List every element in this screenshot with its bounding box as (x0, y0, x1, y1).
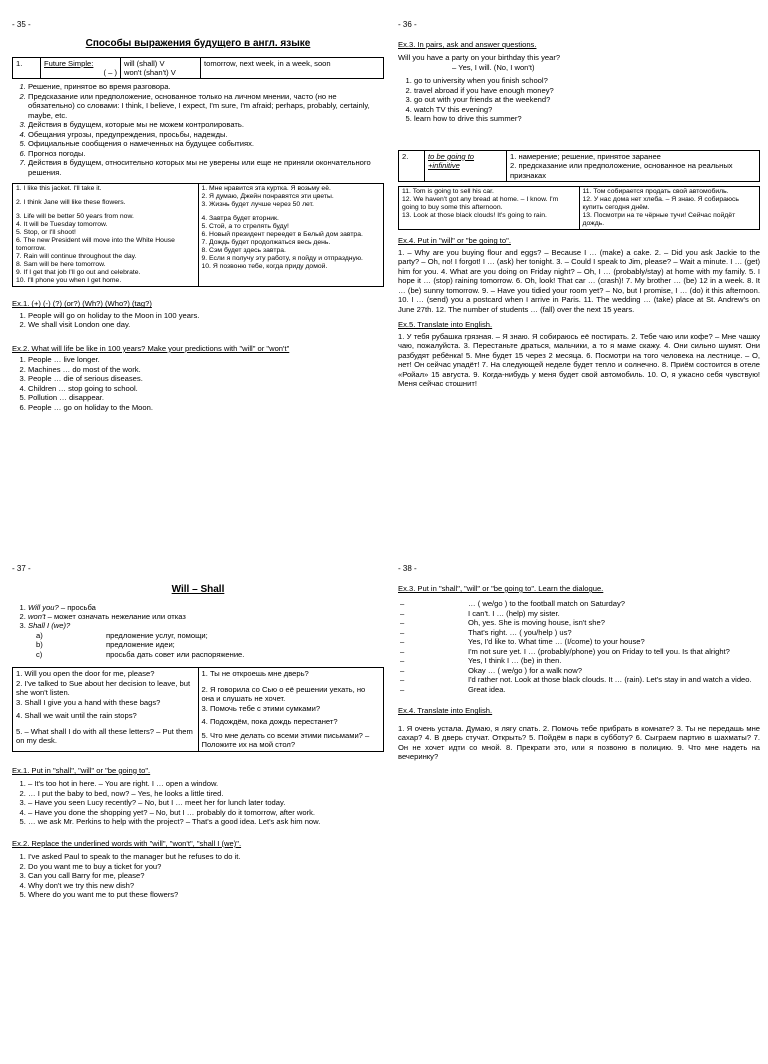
dialogue-line: Yes, I think I … (be) in then. (468, 656, 562, 666)
exercise-title: Ex.4. Put in "will" or "be going to". (398, 236, 511, 246)
examples-table (12, 667, 384, 751)
list-item: 3. Can you call Barry for me, please? (28, 871, 384, 880)
list-item: 5. Pollution … disappear. (28, 393, 384, 402)
example-line: 7. Rain will continue throughout the day. (16, 253, 137, 261)
example-line: 1. I like this jacket. I'll take it. (16, 185, 102, 193)
sub-list (12, 631, 384, 659)
list-item: 5. Официальные сообщения о намеченных на будущее событиях. (28, 139, 384, 148)
list-item: 2. travel abroad if you have enough money? (414, 86, 760, 95)
example-line: 8. Сэм будет здесь завтра. (201, 247, 286, 255)
uses-list (12, 603, 384, 631)
page-36 (398, 20, 760, 520)
exercise-text: 1. У тебя рубашка грязная. – Я знаю. Я собираюсь её постирать. 2. Тебе чаю или кофе? – Мне чашку чаю, пожалуйста. 3. Перестаньте драться, мальчики, а то я маме скажу. 4. Они сильно шумят. Они разбудят ребёнка! 5. Мне будет 15 через 2 месяца. 6. Посмотри на того человека на лестнице. – О, нет! Он сейчас упадёт! 7. На следующей неделе будет тепло и солнечно. 8. Приём состоится в отеле «Ройал» 15 августа. 9. Когда-нибудь у меня будет свой автомобиль. 10. О, я ужасно себя чувствую! Меня сейчас стошнит! (398, 331, 760, 389)
page-35 (12, 20, 384, 520)
example-line: 11. Том собирается продать свой автомобиль. (582, 188, 729, 196)
use-line: 2. предсказание или предположение, основанное на реальных признаках (510, 161, 733, 180)
going-to-table (398, 150, 760, 182)
future-simple-table (12, 57, 384, 80)
list-item: 3. Действия в будущем, которые мы не можем контролировать. (28, 120, 384, 129)
exercise-title: Ex.2. What will life be like in 100 years? Make your predictions with "will" or "won't" (12, 343, 290, 353)
term: won't (28, 611, 46, 621)
list-item: 4. watch TV this evening? (414, 105, 760, 114)
section-title: Will – Shall (171, 584, 225, 595)
sub-label: a) (36, 630, 43, 640)
list-item (28, 621, 384, 630)
list-item: 1. Решение, принятое во время разговора. (28, 82, 384, 91)
list-item: 5. … we ask Mr. Perkins to help with the project? – That's a good idea. Let's ask him now. (28, 817, 384, 826)
term-desc: – просьба (58, 602, 96, 612)
example-line: 6. The new President will move into the White House tomorrow. (16, 237, 175, 253)
page-number: - 38 - (398, 564, 417, 573)
exercise-text: 1. Я очень устала. Думаю, я лягу спать. 2. Помочь тебе прибрать в комнате? 3. Ты не передашь мне сахар? 4. В дверь стучат. Открыть? 5. Пойдём в парк в субботу? 6. Сыграем партию в шахматы? 7. Он не хочет идти со мной. 8. Прекрати это, или я позвоню в полицию. 9. Что мне надеть на вечеринку? (398, 723, 760, 762)
example-line: 7. Дождь будет продолжаться весь день. (201, 239, 331, 247)
dialogue-dash: – (400, 656, 405, 666)
list-item: 1. – It's too hot in here. – You are right. I … open a window. (28, 779, 384, 788)
sub-text: предложение идеи; (106, 640, 175, 650)
exercise-answer: – Yes, I will. (No, I won't) (452, 62, 535, 72)
example-line: 5. – What shall I do with all these letters? – Put them on my desk. (16, 726, 193, 746)
page-number: - 35 - (12, 20, 31, 29)
dialogue-line: I can't. I … (help) my sister. (468, 608, 560, 618)
table-cell-form (121, 57, 201, 79)
example-line: 3. Life will be better 50 years from now. (16, 213, 134, 221)
example-line: 2. Я думаю, Джейн понравятся эти цветы. (201, 193, 334, 201)
exercise-list (12, 355, 384, 412)
list-item: 3. go out with your friends at the weekend? (414, 95, 760, 104)
example-line: 3. Помочь тебе с этими сумками? (201, 703, 321, 713)
list-item: 1. go to university when you finish school? (414, 76, 760, 85)
dialogue-line: I'd rather not. Look at those black clouds. It … (rain). Let's stay in and watch a video. (468, 675, 752, 685)
list-item: 4. Why don't we try this new dish? (28, 881, 384, 890)
exercise-text: 1. – Why are you buying flour and eggs? – Because I … (make) a cake. 2. – Did you ask Jackie to the party? – Oh, no! I forgot! I … (ask) her tonight. 3. – Could I speak to Jim, please? – Wait a minute. I … (get) him for you. 4. What are you doing on Friday night? – Oh, I … (probably/stay) at home with my family. 5. I hope it … (stop) raining tomorrow. 6. Oh, look! That car … (crash)! 7. My brother … (be) 12 in a week. 8. It … (be) sunny tomorrow. 9. – Have you tidied your room yet? – No, but I promise, I … (do) it this afternoon. 10. I … (send) you a postcard when I arrive in Paris. 11. The wedding … (take) place at St. Andrew's on June 27th. 12. The number of students … (fall) over the next 15 years. (398, 247, 760, 314)
sub-text: предложение услуг, помощи; (106, 630, 208, 640)
example-line: 3. Жизнь будет лучше через 50 лет. (201, 201, 314, 209)
list-item: 5. Where do you want me to put these flowers? (28, 890, 384, 899)
list-item (28, 603, 384, 612)
example-line: 12. We haven't got any bread at home. – I know. I'm going to buy some this afternoon. (402, 196, 559, 212)
dialogue-line: Great idea. (468, 684, 506, 694)
example-line: 4. Shall we wait until the rain stops? (16, 711, 137, 721)
uses-list (12, 82, 384, 177)
exercise-list (12, 852, 384, 899)
exercise-title: Ex.1. (+) (-) (?) (or?) (Wh?) (Who?) (tag?) (12, 299, 152, 309)
list-item: 1. People … live longer. (28, 355, 384, 364)
dialogue-line: I'm not sure yet. I … (probably/phone) you on Friday to tell you. Is that alright? (468, 646, 730, 656)
list-item: 4. Children … stop going to school. (28, 384, 384, 393)
examples-russian (198, 668, 384, 751)
dialogue-dash: – (400, 599, 405, 609)
examples-english (399, 187, 580, 230)
example-line: 1. Мне нравится эта куртка. Я возьму её. (201, 185, 331, 193)
term: Will you? (28, 602, 59, 612)
exercise-title: Ex.3. In pairs, ask and answer questions. (398, 40, 537, 49)
exercise-title: Ex.1. Put in "shall", "will" or "be going to". (12, 765, 151, 775)
example-line: 5. Стой, а то стрелять буду! (201, 223, 289, 231)
table-cell-number: 1. (13, 57, 41, 79)
examples-english (13, 668, 199, 751)
exercise-list (12, 779, 384, 826)
example-line: 1. Ты не откроешь мне дверь? (201, 669, 309, 679)
dialogue-line: Yes, I'd like to. What time … (I/come) to your house? (468, 637, 645, 647)
term-desc: – может означать нежелание или отказ (45, 611, 186, 621)
list-item: 1. People will go on holiday to the Moon in 100 years. (28, 311, 384, 320)
page-number: - 37 - (12, 564, 31, 573)
list-item: 2. Do you want me to buy a ticket for you? (28, 862, 384, 871)
dialogue-dash: – (400, 608, 405, 618)
example-line: 9. Если я получу эту работу, я пойду и отпраздную. (201, 255, 363, 263)
examples-russian (579, 187, 760, 230)
dialogue-line: That's right. … ( you/help ) us? (468, 627, 572, 637)
list-item: 2. … I put the baby to bed, now? – Yes, he looks a little tired. (28, 789, 384, 798)
list-item: 3. – Have you seen Lucy recently? – No, but I … meet her for lunch later today. (28, 798, 384, 807)
example-line: 12. У нас дома нет хлеба. – Я знаю. Я собираюсь купить сегодня днём. (582, 196, 739, 212)
example-line: 13. Посмотри на те чёрные тучи! Сейчас пойдёт дождь. (582, 212, 736, 228)
list-item: 2. We shall visit London one day. (28, 320, 384, 329)
example-line: 9. If I get that job I'll go out and celebrate. (16, 269, 141, 277)
example-line: 4. It will be Tuesday tomorrow. (16, 221, 108, 229)
section-title: Способы выражения будущего в англ. языке (85, 38, 311, 49)
page-number: - 36 - (398, 20, 417, 29)
dialogue-dash: – (400, 637, 405, 647)
dialogue-line: Oh, yes. She is moving house, isn't she? (468, 618, 605, 628)
sub-label: b) (36, 640, 43, 650)
dialogue-dash: – (400, 675, 405, 685)
examples-english (13, 184, 199, 287)
list-item: 4. Обещания угрозы, предупреждения, просьбы, надежды. (28, 130, 384, 139)
examples-table (12, 183, 384, 287)
example-line: 6. Новый президент переедет в Белый дом завтра. (201, 231, 363, 239)
exercise-list (398, 76, 760, 123)
list-item: 6. People … go on holiday to the Moon. (28, 403, 384, 412)
tense-name: Future Simple: (44, 58, 94, 68)
negative-sign: ( – ) (103, 67, 117, 77)
example-line: 1. Will you open the door for me, please? (16, 669, 155, 679)
sub-label: c) (36, 649, 43, 659)
form-line: to be going to (428, 151, 475, 161)
example-line: 11. Tom is going to sell his car. (402, 188, 494, 196)
table-cell-form (425, 150, 507, 181)
dialogue (398, 599, 760, 694)
example-line: 13. Look at those black clouds! It's going to rain. (402, 212, 547, 220)
dialogue-dash: – (400, 684, 405, 694)
time-markers: tomorrow, next week, in a week, soon (201, 57, 384, 79)
list-item: 5. learn how to drive this summer? (414, 114, 760, 123)
list-item: 7. Действия в будущем, относительно которых мы не уверены или еще не приняли окончательного решения. (28, 158, 384, 177)
example-line: 4. Подождём, пока дождь перестанет? (201, 717, 338, 727)
examples-table (398, 186, 760, 230)
use-line: 1. намерение; решение, принятое заранее (510, 151, 661, 161)
list-item: 6. Прогноз погоды. (28, 149, 384, 158)
form-positive: will (shall) V (124, 58, 165, 68)
list-item: 2. Machines … do most of the work. (28, 365, 384, 374)
examples-russian (198, 184, 384, 287)
example-line: 10. Я позвоню тебе, когда приду домой. (201, 263, 328, 271)
exercise-title: Ex.5. Translate into English. (398, 320, 493, 330)
exercise-title: Ex.4. Translate into English. (398, 706, 493, 716)
sub-text: просьба дать совет или распоряжение. (106, 649, 245, 659)
table-cell-number: 2. (399, 150, 425, 181)
example-line: 2. I've talked to Sue about her decision to leave, but she won't listen. (16, 678, 191, 698)
example-line: 4. Завтра будет вторник. (201, 215, 279, 223)
dialogue-dash: – (400, 646, 405, 656)
exercise-question: Will you have a party on your birthday this year? (398, 53, 561, 63)
example-line: 5. Stop, or I'll shoot! (16, 229, 76, 237)
page-37 (12, 564, 384, 1064)
page-38 (398, 564, 760, 1064)
example-line: 3. Shall I give you a hand with these bags? (16, 697, 161, 707)
dialogue-dash: – (400, 618, 405, 628)
form-line: +infinitive (428, 161, 460, 171)
list-item (28, 612, 384, 621)
example-line: 8. Sam will be here tomorrow. (16, 261, 106, 269)
example-line: 10. I'll phone you when I get home. (16, 277, 122, 285)
list-item: 1. I've asked Paul to speak to the manager but he refuses to do it. (28, 852, 384, 861)
list-item: 2. Предсказание или предположение, основанное только на личном мнении, часто (но не обязательно) со словами: I think, I believe, I expect, I'm sure, I'm afraid; perhaps, probably, certainly, maybe, etc. (28, 92, 384, 120)
dialogue-line: … ( we/go ) to the football match on Saturday? (468, 599, 626, 609)
term: Shall I (we)? (28, 621, 71, 631)
exercise-list (12, 311, 384, 330)
example-line: 5. Что мне делать со всеми этими письмами? – Положите их на мой стол? (201, 730, 370, 750)
example-line: 2. I think Jane will like these flowers. (16, 199, 126, 207)
exercise-title: Ex.3. Put in "shall", "will" or "be going to". Learn the dialogue. (398, 584, 604, 593)
list-item: 3. People … die of serious diseases. (28, 374, 384, 383)
dialogue-dash: – (400, 665, 405, 675)
exercise-title: Ex.2. Replace the underlined words with "will", "won't", "shall I (we)". (12, 838, 242, 848)
example-line: 2. Я говорила со Сью о её решении уехать, но она и слушать не хочет. (201, 684, 366, 704)
table-cell-tense (41, 57, 121, 79)
list-item: 4. – Have you done the shopping yet? – No, but I … probably do it tomorrow, after work. (28, 808, 384, 817)
table-cell-uses (507, 150, 760, 181)
dialogue-line: Okay … ( we/go ) for a walk now? (468, 665, 582, 675)
form-negative: won't (shan't) V (124, 67, 176, 77)
dialogue-dash: – (400, 627, 405, 637)
